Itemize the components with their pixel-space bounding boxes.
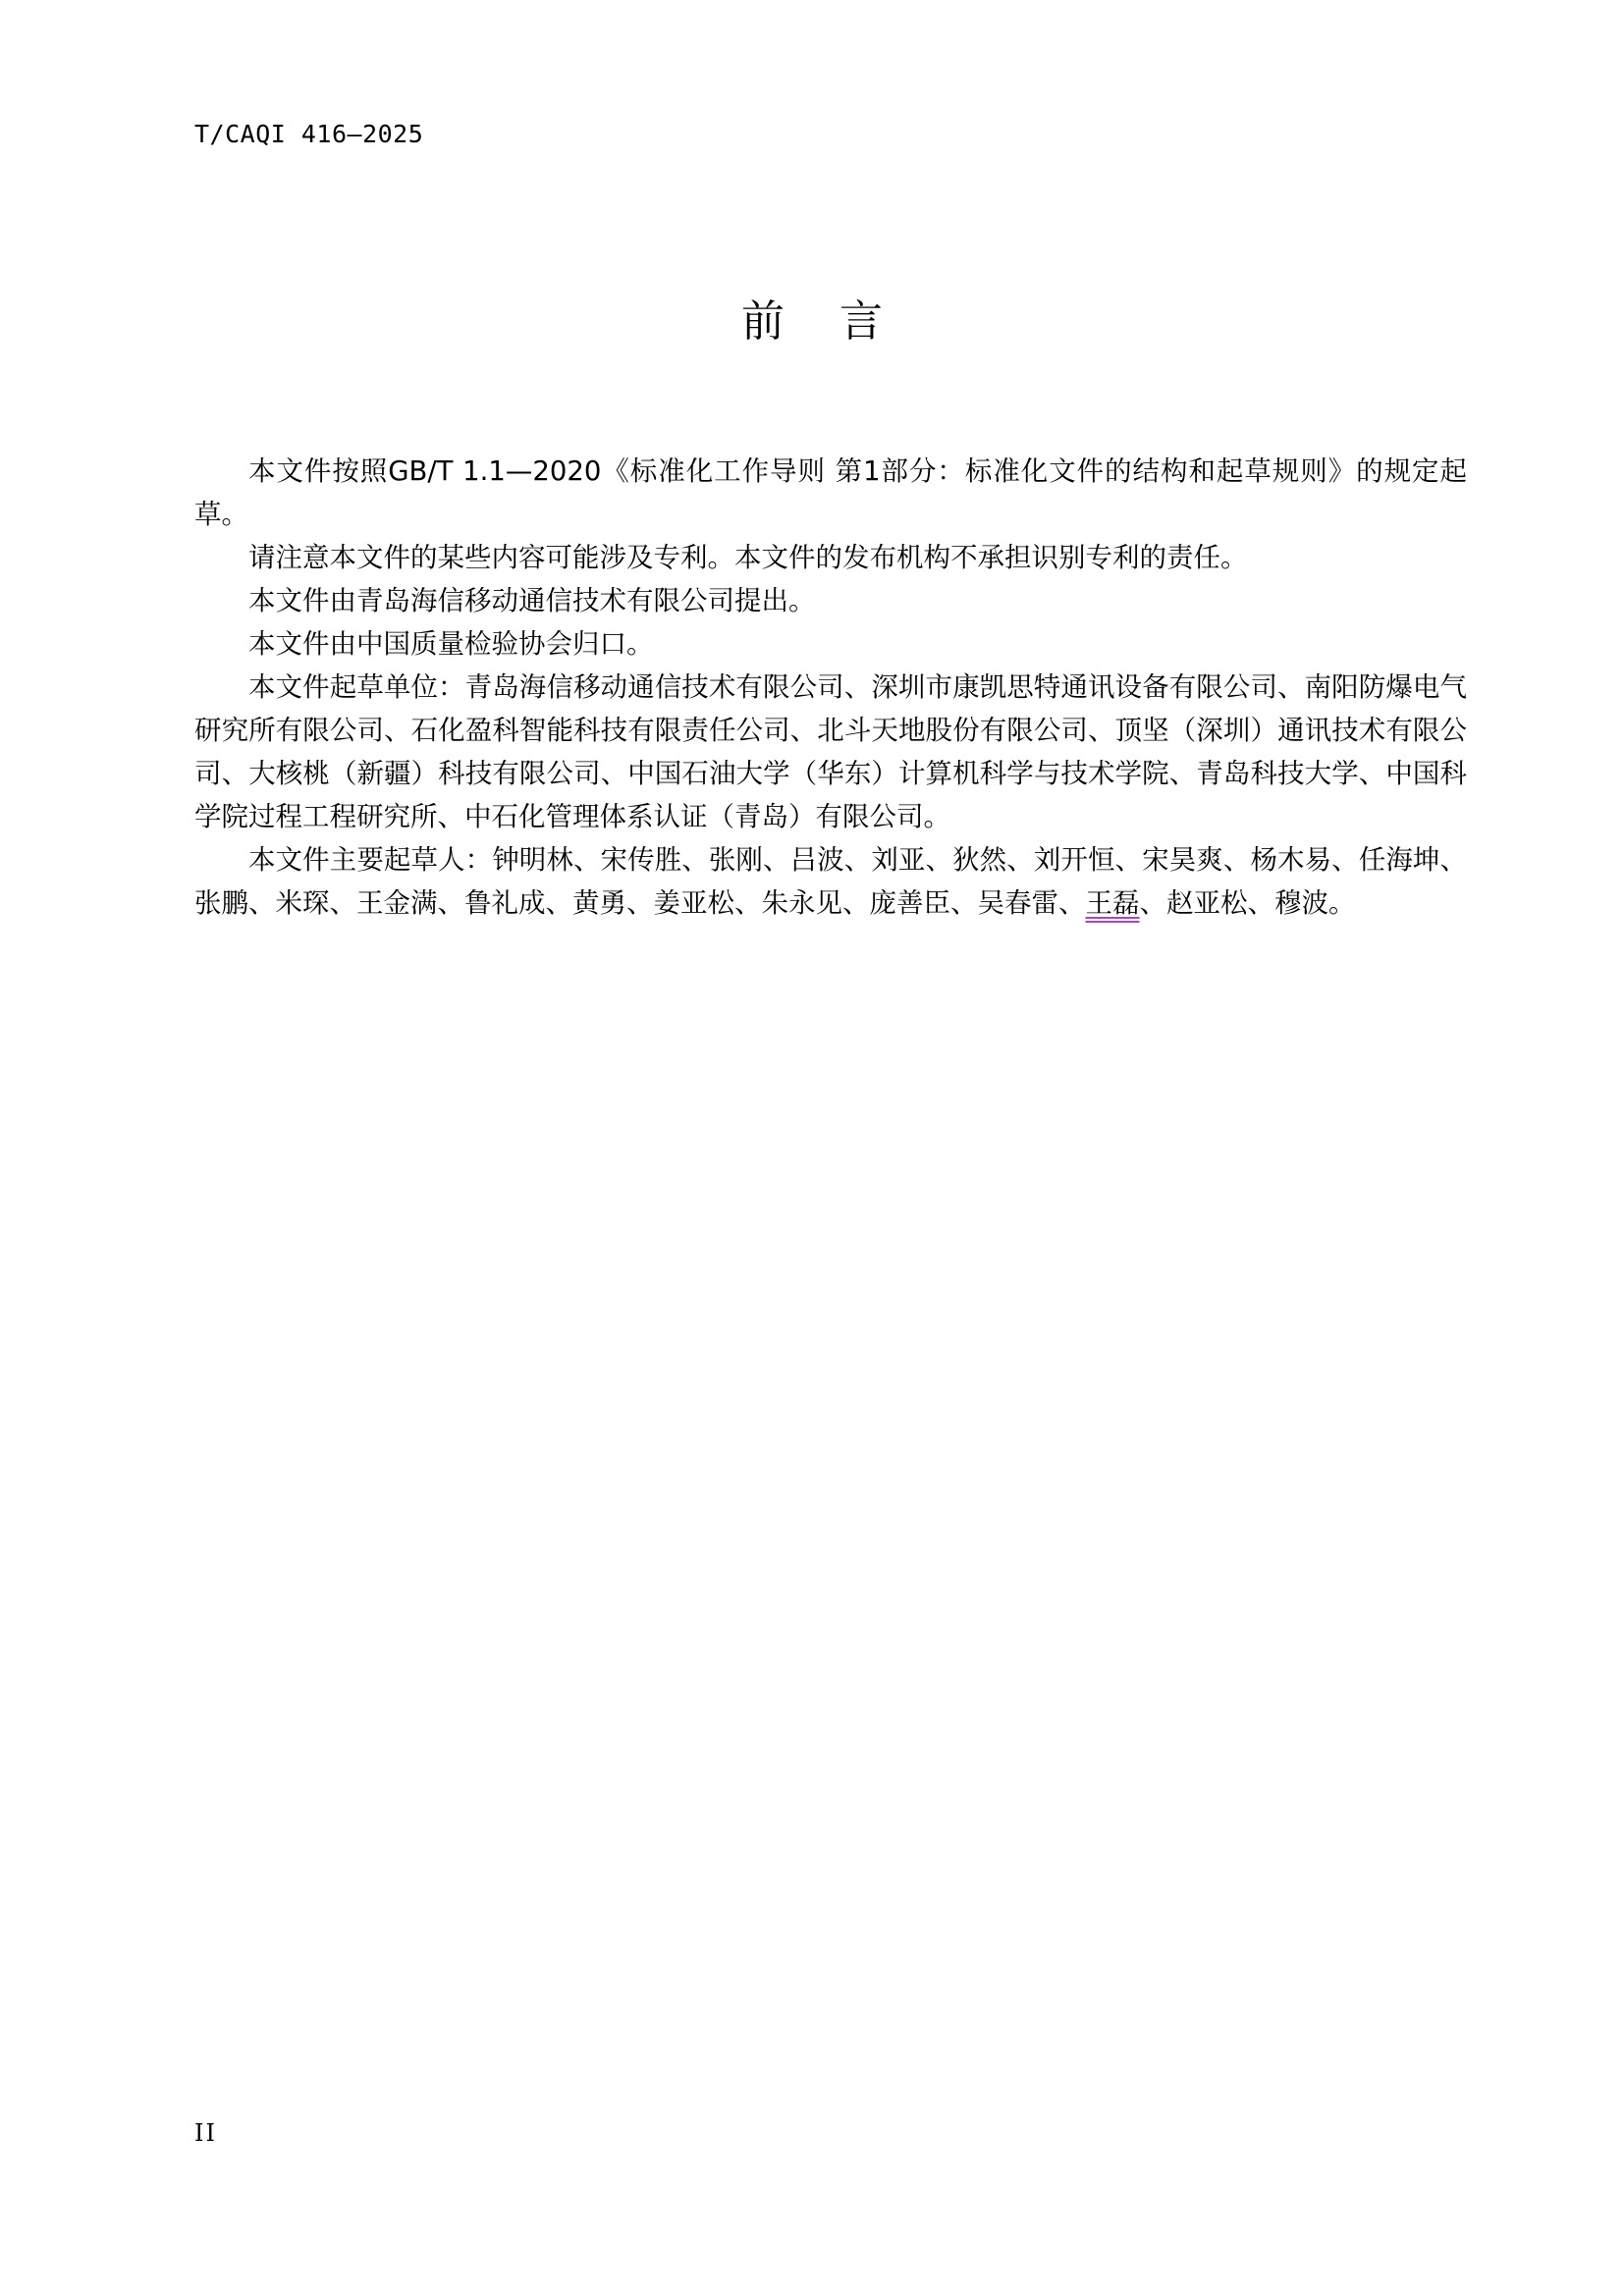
drafters-list-part1: 本文件主要起草人：钟明林、宋传胜、张刚、吕波、刘亚、狄然、刘开恒、宋昊爽、杨木易、任海坤、张鹏、米琛、王金满、鲁礼成、黄勇、姜亚松、朱永见、庞善臣、吴春雷、 [194,844,1467,919]
foreword-body [194,450,1467,925]
paragraph-proposer: 本文件由青岛海信移动通信技术有限公司提出。 [248,585,816,616]
standard-number: T/CAQI 416—2025 [194,120,424,148]
page-number: II [194,2119,217,2147]
paragraph-drafting-rules: 本文件按照GB/T 1.1—2020《标准化工作导则 第1部分：标准化文件的结构和起草规则》的规定起草。 [194,455,1467,530]
paragraph-drafting-units: 本文件起草单位：青岛海信移动通信技术有限公司、深圳市康凯思特通讯设备有限公司、南阳防爆电气研究所有限公司、石化盈科智能科技有限责任公司、北斗天地股份有限公司、顶坚（深圳）通讯技术有限公司、大核桃（新疆）科技有限公司、中国石油大学（华东）计算机科学与技术学院、青岛科技大学、中国科学院过程工程研究所、中石化管理体系认证（青岛）有限公司。 [194,671,1467,832]
paragraph-drafters [194,838,1467,925]
drafter-name-marked: 王磊 [1085,887,1140,919]
paragraph-patent-notice: 请注意本文件的某些内容可能涉及专利。本文件的发布机构不承担识别专利的责任。 [248,542,1248,573]
section-title: 前 言 [741,296,883,347]
drafters-list-part2: 、赵亚松、穆波。 [1139,887,1356,919]
paragraph-administrator: 本文件由中国质量检验协会归口。 [248,628,654,660]
